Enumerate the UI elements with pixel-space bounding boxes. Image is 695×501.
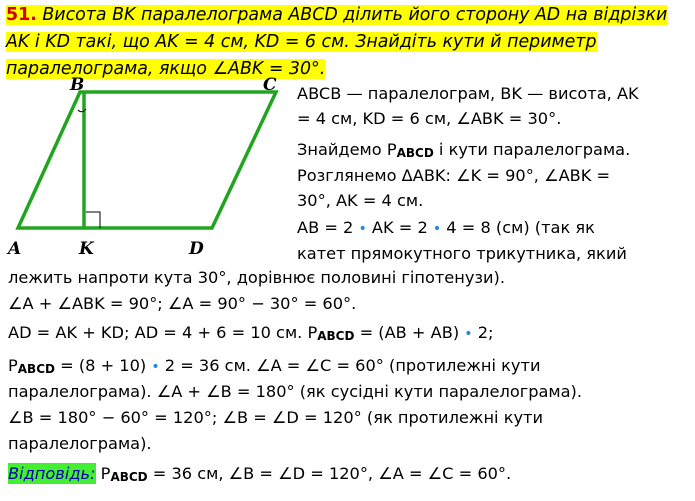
multiply-dot-icon: • bbox=[151, 359, 160, 375]
parallelogram-abcd bbox=[18, 92, 276, 228]
subscript: ABCD bbox=[396, 146, 434, 160]
solution-line-8: лежить напроти кута 30°, дорівнює половині гіпотенузи). bbox=[8, 268, 506, 287]
problem-line-3: периметр паралелограма, якщо ∠ABK = 30°. bbox=[6, 32, 597, 79]
problem-line-2: відрізки AK і KD такі, що AK = 4 см, KD = 6 см. Знайдіть кути й bbox=[6, 5, 668, 52]
right-angle-mark bbox=[86, 212, 100, 228]
solution-line-1: ABCB — паралелограм, BK — висота, AK bbox=[297, 84, 639, 103]
solution-line-7: катет прямокутного трикутника, який bbox=[297, 244, 627, 263]
text: Знайдемо P bbox=[297, 140, 397, 159]
label-c: C bbox=[263, 76, 277, 95]
solution-line-5: 30°, AK = 4 см. bbox=[297, 191, 424, 210]
text: = (AB + AB) bbox=[354, 323, 465, 342]
parallelogram-figure bbox=[0, 76, 292, 262]
subscript: ABCD bbox=[17, 362, 55, 376]
solution-line-4: Розглянемо ΔABK: ∠K = 90°, ∠ABK = bbox=[297, 166, 611, 185]
text: AD = AK + KD; AD = 4 + 6 = 10 см. P bbox=[8, 323, 318, 342]
problem-line-1: Висота BK паралелограма ABCD ділить його сторону AD на bbox=[42, 5, 588, 25]
problem-highlight bbox=[6, 5, 667, 79]
label-b: B bbox=[70, 76, 85, 95]
solution-line-10 bbox=[8, 321, 688, 348]
solution-line-9: ∠A + ∠ABK = 90°; ∠A = 90° − 30° = 60°. bbox=[8, 294, 357, 313]
answer-label: Відповідь: bbox=[8, 464, 96, 483]
solution-line-14: паралелограма). bbox=[8, 434, 152, 453]
multiply-dot-icon: • bbox=[358, 221, 367, 237]
text: AK = 2 bbox=[366, 218, 433, 237]
text: 2 = 36 см. ∠A = ∠C = 60° (протилежні кути bbox=[159, 356, 541, 375]
solution-line-2: = 4 см, KD = 6 см, ∠ABK = 30°. bbox=[297, 109, 562, 128]
solution-line-6 bbox=[297, 216, 695, 241]
text: = 36 см, ∠B = ∠D = 120°, ∠A = ∠C = 60°. bbox=[147, 464, 512, 483]
solution-line-12: паралелограма). ∠A + ∠B = 180° (як сусідні кути паралелограма). bbox=[8, 382, 583, 401]
text: і кути паралелограма. bbox=[433, 140, 631, 159]
problem-statement bbox=[6, 2, 682, 83]
solution-line-11 bbox=[8, 354, 688, 381]
text: P bbox=[95, 464, 111, 483]
answer-line bbox=[8, 462, 688, 489]
text: AB = 2 bbox=[297, 218, 359, 237]
multiply-dot-icon: • bbox=[464, 326, 473, 342]
subscript: ABCD bbox=[110, 470, 148, 484]
solution-line-3 bbox=[297, 138, 695, 165]
text: P bbox=[8, 356, 18, 375]
multiply-dot-icon: • bbox=[432, 221, 442, 237]
solution-line-13: ∠B = 180° − 60° = 120°; ∠B = ∠D = 120° (як протилежні кути bbox=[8, 408, 544, 427]
subscript: ABCD bbox=[317, 329, 355, 343]
label-k: K bbox=[79, 239, 94, 259]
text: 4 = 8 (см) (так як bbox=[441, 218, 595, 237]
problem-number: 51. bbox=[6, 5, 37, 25]
text: = (8 + 10) bbox=[54, 356, 152, 375]
text: 2; bbox=[472, 323, 494, 342]
label-a: A bbox=[8, 239, 22, 259]
label-d: D bbox=[189, 239, 204, 259]
